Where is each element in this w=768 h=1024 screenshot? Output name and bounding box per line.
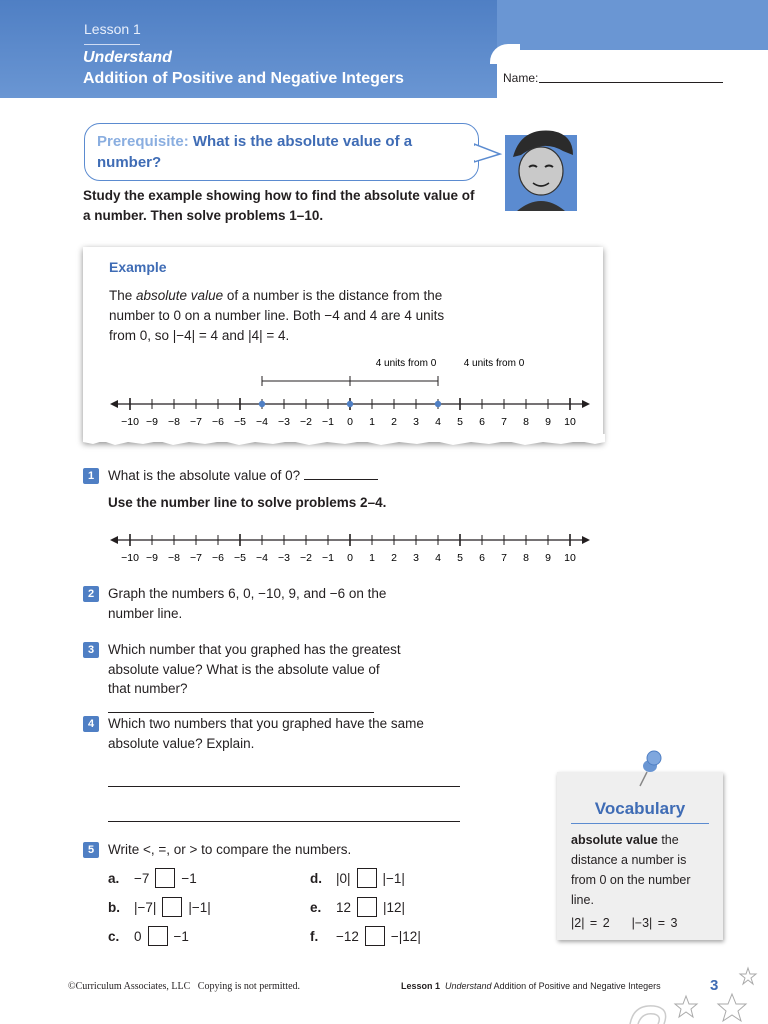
example-line-tick-label: 5 (457, 416, 463, 428)
practice-line-tick-label: 1 (369, 552, 375, 564)
prerequisite-text: What is the absolute value of a number? (97, 133, 413, 171)
practice-line-tick-label: 0 (347, 552, 353, 564)
practice-line-arrow-left-icon (110, 536, 118, 544)
compare-box-f[interactable] (365, 926, 385, 946)
practice-line-tick-label: −8 (168, 552, 180, 564)
example-line-point (435, 401, 441, 407)
absolute-value-term: absolute value (136, 288, 224, 303)
bracket-label-left: 4 units from 0 (375, 358, 437, 369)
practice-number-line[interactable] (100, 525, 600, 570)
example-number-line (100, 352, 600, 432)
distance-brackets (262, 376, 438, 386)
example-line-tick-label: −2 (300, 416, 312, 428)
practice-line-tick-label: 9 (545, 552, 551, 564)
name-label: Name: (503, 71, 539, 85)
star-swirl-decoration (620, 964, 768, 1024)
compare-item-f: f. −12 −|12| (310, 926, 421, 946)
header-banner-extension (497, 0, 768, 50)
example-line-tick-label: 6 (479, 416, 485, 428)
problem-2-text: Graph the numbers 6, 0, −10, 9, and −6 on the number line. (108, 586, 387, 621)
practice-line-tick-label: −3 (278, 552, 290, 564)
torn-edge (83, 434, 605, 450)
example-line-tick-label: −10 (121, 416, 139, 428)
example-text: The absolute value of a number is the distance from the number to 0 on a number line. Both −4 and 4 are 4 units from 0, so |−4| = 4 and |4| = 4. (109, 288, 445, 343)
problem-2-number: 2 (83, 586, 99, 602)
bracket-label-right: 4 units from 0 (463, 358, 525, 369)
vocabulary-divider (571, 823, 709, 824)
example-line-tick-label: −4 (256, 416, 268, 428)
vocabulary-title: Vocabulary (594, 799, 686, 818)
practice-line-tick-label: 8 (523, 552, 529, 564)
name-field-line[interactable] (539, 82, 723, 83)
example-line-tick-label: 7 (501, 416, 507, 428)
practice-line-tick-label: −7 (190, 552, 202, 564)
problem-4-answer-line-1[interactable] (108, 786, 460, 787)
vocabulary-example: |2| = 2 |−3| = 3 (571, 916, 678, 930)
example-line-tick-label: 2 (391, 416, 397, 428)
example-line-tick-label: −1 (322, 416, 334, 428)
example-line-tick-label: 4 (435, 416, 441, 428)
lesson-divider (84, 44, 140, 45)
example-line-point (347, 401, 353, 407)
practice-line-arrow-right-icon (582, 536, 590, 544)
practice-line-tick-label: −9 (146, 552, 158, 564)
example-line-tick-label: −5 (234, 416, 246, 428)
copyright-notice: ©Curriculum Associates, LLC Copying is not permitted. (68, 981, 301, 992)
vocabulary-definition: absolute value the distance a number is from 0 on the number line. (571, 833, 691, 907)
example-line-tick-label: −9 (146, 416, 158, 428)
example-line-arrow-left-icon (110, 400, 118, 408)
problem-3-number: 3 (83, 642, 99, 658)
practice-line-tick-label: −2 (300, 552, 312, 564)
lesson-label: Lesson 1 (84, 21, 141, 37)
footer-lesson-title: Lesson 1 Understand Addition of Positive and Negative Integers (401, 981, 661, 991)
problem-4-answer-line-2[interactable] (108, 821, 460, 822)
example-line-tick-label: −8 (168, 416, 180, 428)
problem-4-number: 4 (83, 716, 99, 732)
practice-line-tick-label: 10 (564, 552, 576, 564)
practice-line-tick-label: −6 (212, 552, 224, 564)
bubble-pointer (474, 142, 504, 166)
compare-item-a: a. −7 −1 (108, 868, 197, 888)
example-line-tick-label: 8 (523, 416, 529, 428)
intro-instructions: Study the example showing how to find the absolute value of a number. Then solve problems 1–10. (83, 188, 475, 223)
example-line-tick-label: −7 (190, 416, 202, 428)
practice-line-tick-label: 2 (391, 552, 397, 564)
practice-line-tick-label: 4 (435, 552, 441, 564)
example-line-tick-label: 3 (413, 416, 419, 428)
example-line-tick-label: 10 (564, 416, 576, 428)
problem-1-answer-blank[interactable] (304, 479, 378, 480)
compare-item-e: e. 12 |12| (310, 897, 405, 917)
problem-4-text: Which two numbers that you graphed have the same absolute value? Explain. (108, 716, 424, 751)
number-line-instructions: Use the number line to solve problems 2–4. (108, 495, 387, 510)
example-line-tick-label: 1 (369, 416, 375, 428)
practice-line-tick-label: 5 (457, 552, 463, 564)
example-line-tick-label: −6 (212, 416, 224, 428)
practice-line-tick-label: −5 (234, 552, 246, 564)
example-line-arrow-right-icon (582, 400, 590, 408)
student-avatar (503, 125, 579, 213)
understand-label: Understand (83, 49, 172, 66)
problem-3-text: Which number that you graphed has the greatest absolute value? What is the absolute value of that number? (108, 640, 418, 718)
practice-line-tick-label: −4 (256, 552, 268, 564)
example-heading: Example (109, 259, 167, 275)
example-line-tick-label: −3 (278, 416, 290, 428)
example-line-tick-label: 9 (545, 416, 551, 428)
compare-box-b[interactable] (162, 897, 182, 917)
problem-5-text: Write <, =, or > to compare the numbers. (108, 842, 352, 857)
problem-1-text: What is the absolute value of 0? (108, 466, 378, 486)
problem-1-number: 1 (83, 468, 99, 484)
practice-line-tick-label: 7 (501, 552, 507, 564)
compare-item-d: d. |0| |−1| (310, 868, 405, 888)
problem-3-answer-blank[interactable] (108, 712, 374, 713)
practice-line-tick-label: −10 (121, 552, 139, 564)
practice-line-tick-label: −1 (322, 552, 334, 564)
prerequisite-label: Prerequisite: (97, 133, 189, 150)
practice-line-tick-label: 6 (479, 552, 485, 564)
compare-box-d[interactable] (357, 868, 377, 888)
compare-item-b: b. |−7| |−1| (108, 897, 211, 917)
page-number: 3 (710, 977, 719, 994)
page-title: Addition of Positive and Negative Integers (83, 70, 404, 87)
problem-5-number: 5 (83, 842, 99, 858)
pushpin-icon (630, 748, 664, 788)
compare-box-e[interactable] (357, 897, 377, 917)
prerequisite-question (97, 131, 467, 173)
vocabulary-term: absolute value (571, 833, 658, 847)
compare-item-c: c. 0 −1 (108, 926, 189, 946)
compare-box-a[interactable] (155, 868, 175, 888)
example-line-point (259, 401, 265, 407)
compare-box-c[interactable] (148, 926, 168, 946)
practice-line-tick-label: 3 (413, 552, 419, 564)
example-line-tick-label: 0 (347, 416, 353, 428)
